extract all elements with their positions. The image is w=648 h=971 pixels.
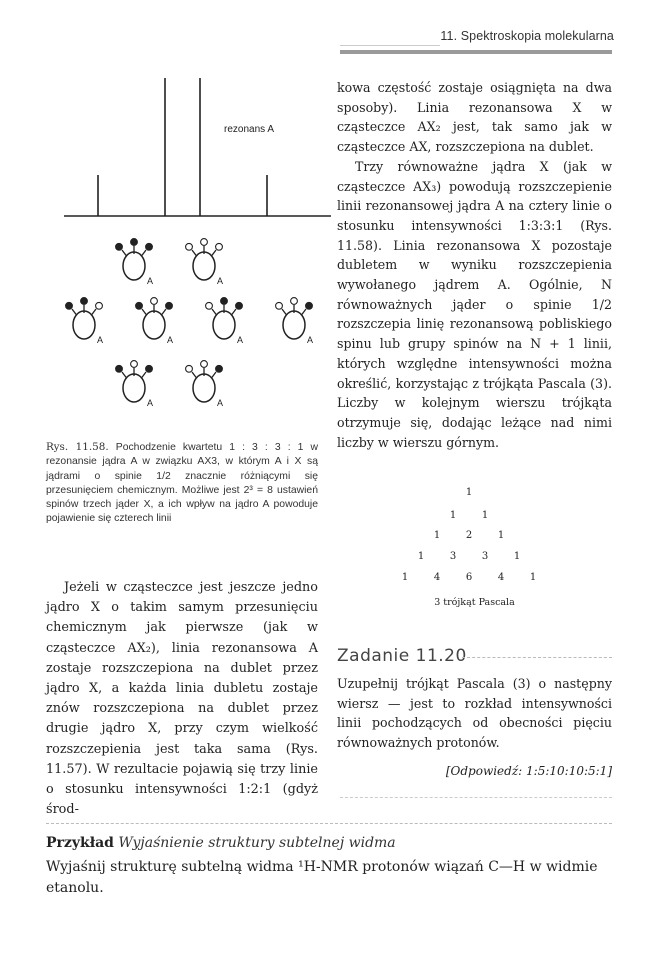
pascal-number: 1 <box>497 530 505 541</box>
right-paragraph-1: kowa częstość zostaje osiągnięta na dwa sposoby). Linia rezonansowa X w cząsteczce AX₂ jest, tak samo jak w cząsteczce AX, rozszczepiona na dublet. <box>337 80 612 155</box>
spin-configuration <box>66 298 103 345</box>
exercise-title: Zadanie 11.20 <box>337 646 467 666</box>
pascal-number: 3 <box>449 551 457 562</box>
spin-down-marker <box>96 302 103 309</box>
spin-up-marker <box>146 365 153 372</box>
header-rule <box>340 50 612 54</box>
caption-label: Rys. 11.58. <box>46 441 109 453</box>
spin-configuration <box>276 298 313 345</box>
pascal-number: 1 <box>433 530 441 541</box>
pascal-number: 6 <box>465 572 473 583</box>
spin-up-marker <box>66 302 73 309</box>
pascal-number: 1 <box>529 572 537 583</box>
spin-down-marker <box>201 361 208 368</box>
spin-configuration <box>186 361 223 408</box>
exercise-bottom-rule <box>340 797 612 798</box>
pascal-number: 2 <box>465 530 473 541</box>
header-thin-rule <box>340 45 440 46</box>
pascal-number: 1 <box>513 551 521 562</box>
pascal-number: 4 <box>433 572 441 583</box>
spin-down-marker <box>291 298 298 305</box>
pascal-number: 1 <box>449 510 457 521</box>
pascal-number: 1 <box>401 572 409 583</box>
spin-up-marker <box>146 243 153 250</box>
pascal-number: 3 <box>481 551 489 562</box>
spectrum-label: rezonans A <box>224 124 275 135</box>
example-text: Wyjaśnij strukturę subtelną widma ¹H-NMR protonów wiązań C—H w widmie etanolu. <box>46 859 598 896</box>
spin-up-marker <box>306 302 313 309</box>
spin-down-marker <box>216 243 223 250</box>
example-title: Wyjaśnienie struktury subtelnej widma <box>118 835 396 851</box>
spin-up-marker <box>236 302 243 309</box>
spin-configuration <box>186 239 223 286</box>
pascal-number: 1 <box>465 487 473 498</box>
exercise-answer: [Odpowiedź: 1:5:10:10:5:1] <box>445 764 612 778</box>
nucleus-A-label: A <box>147 398 154 408</box>
nucleus-A-label: A <box>147 276 154 286</box>
spin-up-marker <box>221 298 228 305</box>
spin-down-marker <box>151 298 158 305</box>
exercise-title-rule <box>462 657 612 658</box>
running-header: 11. Spektroskopia molekularna <box>440 29 614 43</box>
spin-up-marker <box>166 302 173 309</box>
pascal-caption: 3 trójkąt Pascala <box>434 597 515 608</box>
pascal-number: 4 <box>497 572 505 583</box>
pascal-number: 1 <box>417 551 425 562</box>
nucleus-A-label: A <box>167 335 174 345</box>
spin-configuration <box>136 298 173 345</box>
example-heading <box>46 835 396 851</box>
figure-spin-splitting <box>46 70 331 430</box>
example-label: Przykład <box>46 835 114 851</box>
nucleus-A-label: A <box>217 276 224 286</box>
nucleus-A-label: A <box>97 335 104 345</box>
spin-up-marker <box>131 239 138 246</box>
nucleus-A-label: A <box>307 335 314 345</box>
left-paragraph: Jeżeli w cząsteczce jest jeszcze jedno jądro X o takim samym przesunięciu chemicznym jak pierwsze (jak w cząsteczce AX₂), linia rezonansowa A zostaje rozszczepiona na dublet przez jądro X, a każda linia dubletu zostaje znów rozszczepiona na dublet przez drugie jądro X, przy czym wielkość rozszczepienia jest taka sama (Rys. 11.57). W rezultacie pojawią się trzy linie o stosunku intensywności 1:2:1 (gdyż środ- <box>46 580 318 818</box>
spin-down-marker <box>186 365 193 372</box>
nucleus-A-label: A <box>217 398 224 408</box>
spin-up-marker <box>116 365 123 372</box>
right-paragraph-2: Trzy równoważne jądra X (jak w cząsteczce AX₃) powodują rozszczepienie linii rezonansowej jądra A na cztery linie o stosunku intensywności 1:3:3:1 (Rys. 11.58). Linia rezonansowa X pozostaje dubletem w wyniku rozszczepienia wywołanego jądrem A. Ogólnie, N równoważnych jąder o spinie 1/2 rozszczepia linię rezonansową pobliskiego spinu lub grupy spinów na N + 1 linii, których względne intensywności można określić, korzystając z trójkąta Pascala (3). Liczby w kolejnym wierszu trójkąta otrzymuje się, dodając leżące nad nimi liczby w wierszu górnym. <box>337 158 612 450</box>
figure-caption <box>46 440 318 527</box>
spin-down-marker <box>131 361 138 368</box>
spin-configuration <box>116 361 153 408</box>
exercise-text: Uzupełnij trójkąt Pascala (3) o następny wiersz — jest to rozkład intensywności linii pochodzących od obecności pięciu równoważnych protonów. <box>337 676 612 750</box>
right-column <box>337 78 612 452</box>
spin-configuration <box>206 298 243 345</box>
spin-up-marker <box>136 302 143 309</box>
spin-down-marker <box>276 302 283 309</box>
nucleus-A-label: A <box>237 335 244 345</box>
spin-configuration <box>116 239 153 286</box>
spin-up-marker <box>81 298 88 305</box>
spin-down-marker <box>186 243 193 250</box>
pascal-number: 1 <box>481 510 489 521</box>
spin-down-marker <box>201 239 208 246</box>
section-divider <box>46 823 612 824</box>
spin-up-marker <box>116 243 123 250</box>
spin-up-marker <box>216 365 223 372</box>
caption-text: Pochodzenie kwartetu 1 : 3 : 3 : 1 w rezonansie jądra A w związku AX3, w którym A i X są jądrami o spinie 1/2 znacznie różniącymi się przesunięciem chemicznym. Możliwe jest 2³ = 8 ustawień spinów trzech jąder X, a ich wpływ na jądro A powoduje pojawienie się czterech linii <box>46 442 319 525</box>
spin-down-marker <box>206 302 213 309</box>
